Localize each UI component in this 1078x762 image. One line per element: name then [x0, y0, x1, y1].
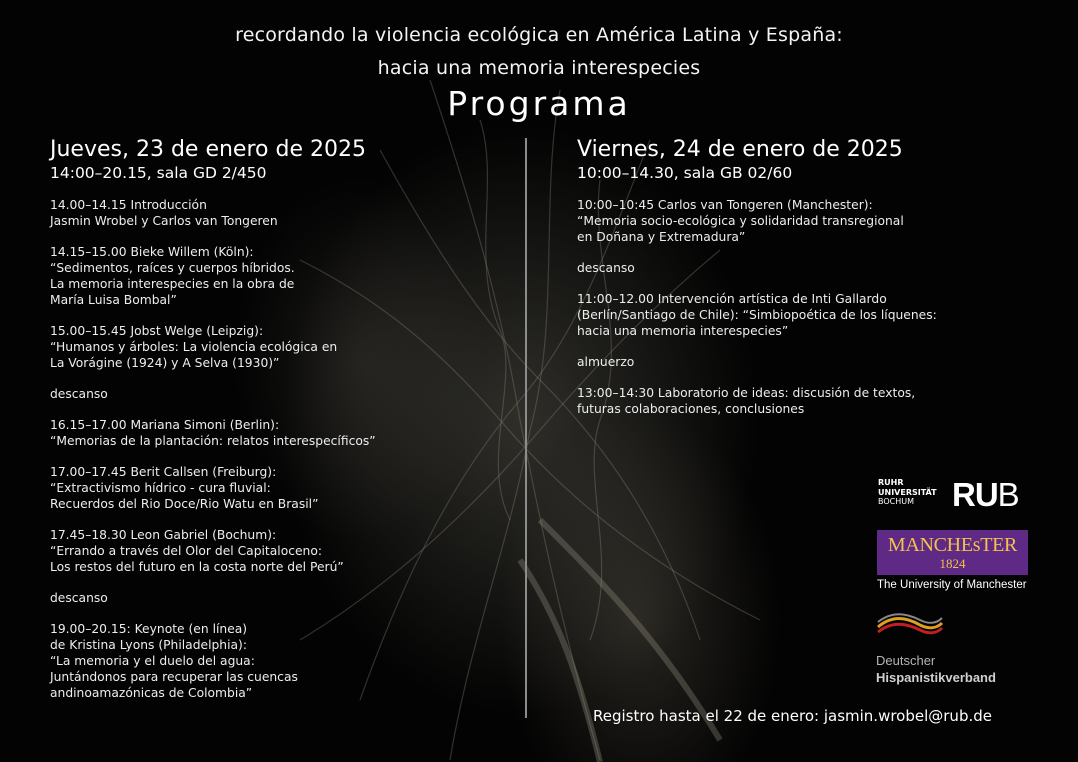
page-title: Programa	[447, 84, 631, 123]
dhv-wave-icon	[876, 613, 946, 639]
rub-logo-mark: RUB	[952, 476, 1019, 513]
program-entry: 16.15–17.00 Mariana Simoni (Berlin): “Memorias de la plantación: relatos interespecíficos”	[50, 418, 376, 448]
program-entry: 10:00–10:45 Carlos van Tongeren (Manchester): “Memoria socio-ecológica y solidaridad transregional en Doñana y Extremadura”	[577, 198, 904, 244]
subtitle-line-2: hacia una memoria interespecies	[377, 57, 701, 79]
program-entry: 17.00–17.45 Berit Callsen (Freiburg): “Extractivismo hídrico - cura fluvial: Recuerdos del Rio Doce/Rio Watu en Brasil”	[50, 465, 319, 511]
dhv-logo-line-1: Deutscher	[876, 653, 936, 668]
day-two-heading: Viernes, 24 de enero de 2025	[577, 137, 903, 162]
rub-logo-text: RUHR UNIVERSITÄT BOCHUM	[878, 478, 937, 506]
rub-logo	[878, 476, 1038, 516]
program-entry: 11:00–12.00 Intervención artística de Inti Gallardo (Berlín/Santiago de Chile): “Simbiopoética de los líquenes: hacia una memoria interespecies”	[577, 292, 937, 338]
lunch-entry: almuerzo	[577, 355, 635, 369]
manchester-logo-caption: The University of Manchester	[877, 579, 1027, 591]
break-entry: descanso	[50, 387, 108, 401]
day-two-column	[577, 137, 1037, 432]
program-entry: 15.00–15.45 Jobst Welge (Leipzig): “Humanos y árboles: La violencia ecológica en La Vorágine (1924) y A Selva (1930)”	[50, 324, 338, 370]
break-entry: descanso	[577, 261, 635, 275]
column-divider	[525, 138, 527, 718]
day-two-location: 10:00–14.30, sala GB 02/60	[577, 164, 793, 182]
program-entry: 13:00–14:30 Laboratorio de ideas: discusión de textos, futuras colaboraciones, conclusiones	[577, 386, 916, 416]
dhv-logo-line-2: Hispanistikverband	[876, 670, 996, 685]
program-entry: 14.00–14.15 Introducción Jasmin Wrobel y Carlos van Tongeren	[50, 198, 278, 228]
break-entry: descanso	[50, 591, 108, 605]
registration-note: Registro hasta el 22 de enero: jasmin.wrobel@rub.de	[593, 707, 992, 725]
program-entry: 14.15–15.00 Bieke Willem (Köln): “Sedimentos, raíces y cuerpos híbridos. La memoria interespecies en la obra de María Luisa Bombal”	[50, 245, 295, 307]
keynote-entry: 19.00–20.15: Keynote (en línea) de Kristina Lyons (Philadelphia): “La memoria y el duelo del agua: Juntándonos para recuperar las cuencas andinoamazónicas de Colombia”	[50, 622, 298, 700]
program-entry: 17.45–18.30 Leon Gabriel (Bochum): “Errando a través del Olor del Capitaloceno: Los restos del futuro en la costa norte del Perú”	[50, 528, 344, 574]
manchester-logo: MANCHEsTER 1824	[877, 530, 1028, 575]
day-one-column	[50, 137, 510, 716]
subtitle-line-1: recordando la violencia ecológica en América Latina y España:	[235, 24, 843, 46]
day-one-location: 14:00–20.15, sala GD 2/450	[50, 164, 267, 182]
day-one-heading: Jueves, 23 de enero de 2025	[50, 137, 366, 162]
